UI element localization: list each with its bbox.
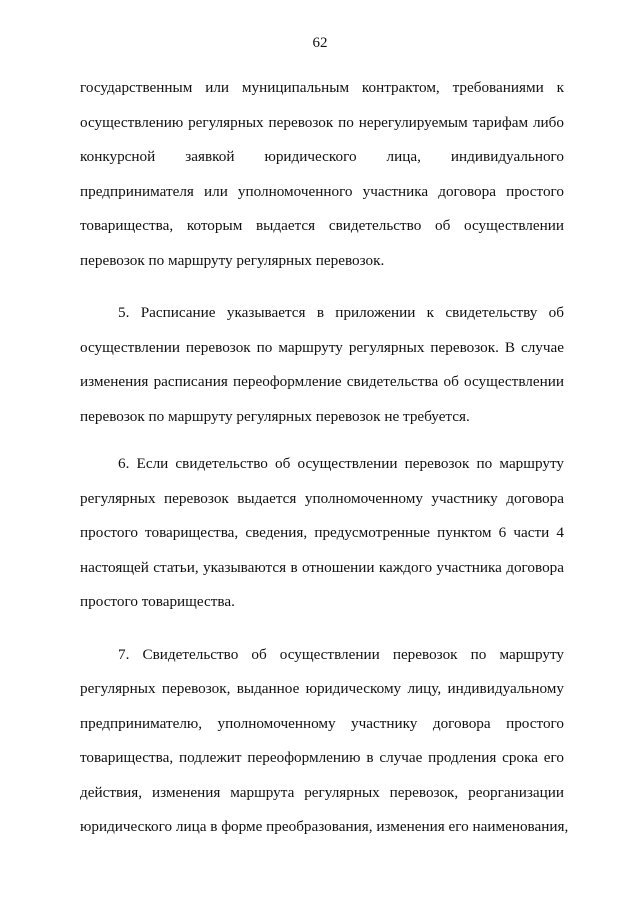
text-line: изменения расписания переоформление свидетельства об осуществлении xyxy=(80,373,564,390)
text-line: перевозок по маршруту регулярных перевозок. xyxy=(80,251,385,269)
text-line: перевозок по маршруту регулярных перевозок не требуется. xyxy=(80,407,470,425)
text-line: юридического лица в форме преобразования, изменения его наименования, xyxy=(80,818,569,835)
paragraph-item-7 xyxy=(80,638,569,845)
text-line: осуществлении перевозок по маршруту регулярных перевозок. В случае xyxy=(80,338,564,356)
text-line: товарищества, которым выдается свидетельство об осуществлении xyxy=(80,217,564,234)
text-line: 7. Свидетельство об осуществлении перевозок по маршруту xyxy=(118,645,564,663)
text-line: 5. Расписание указывается в приложении к свидетельству об xyxy=(118,304,564,321)
text-line: простого товарищества, сведения, предусмотренные пунктом 6 части 4 xyxy=(80,524,564,541)
text-line: настоящей статьи, указываются в отношении каждого участника договора xyxy=(80,558,564,576)
text-line: государственным или муниципальным контрактом, требованиями к xyxy=(80,79,564,96)
paragraph-item-5 xyxy=(80,296,564,434)
document-body xyxy=(80,71,569,845)
text-line: предпринимателя или уполномоченного участника договора простого xyxy=(80,182,564,200)
text-line: 6. Если свидетельство об осуществлении перевозок по маршруту xyxy=(118,455,564,472)
text-line: товарищества, подлежит переоформлению в случае продления срока его xyxy=(80,749,564,766)
paragraph-item-6 xyxy=(80,447,564,620)
page-number: 62 xyxy=(312,35,328,51)
text-line: регулярных перевозок, выданное юридическому лицу, индивидуальному xyxy=(80,680,564,697)
text-line: регулярных перевозок выдается уполномоченному участнику договора xyxy=(80,489,564,507)
text-line: конкурсной заявкой юридического лица, индивидуального xyxy=(80,148,564,165)
text-line: предпринимателю, уполномоченному участнику договора простого xyxy=(80,714,564,732)
paragraph-continued xyxy=(80,71,564,278)
text-line: осуществлению регулярных перевозок по нерегулируемым тарифам либо xyxy=(80,113,564,131)
text-line: простого товарищества. xyxy=(80,593,235,610)
text-line: действия, изменения маршрута регулярных перевозок, реорганизации xyxy=(80,783,564,801)
